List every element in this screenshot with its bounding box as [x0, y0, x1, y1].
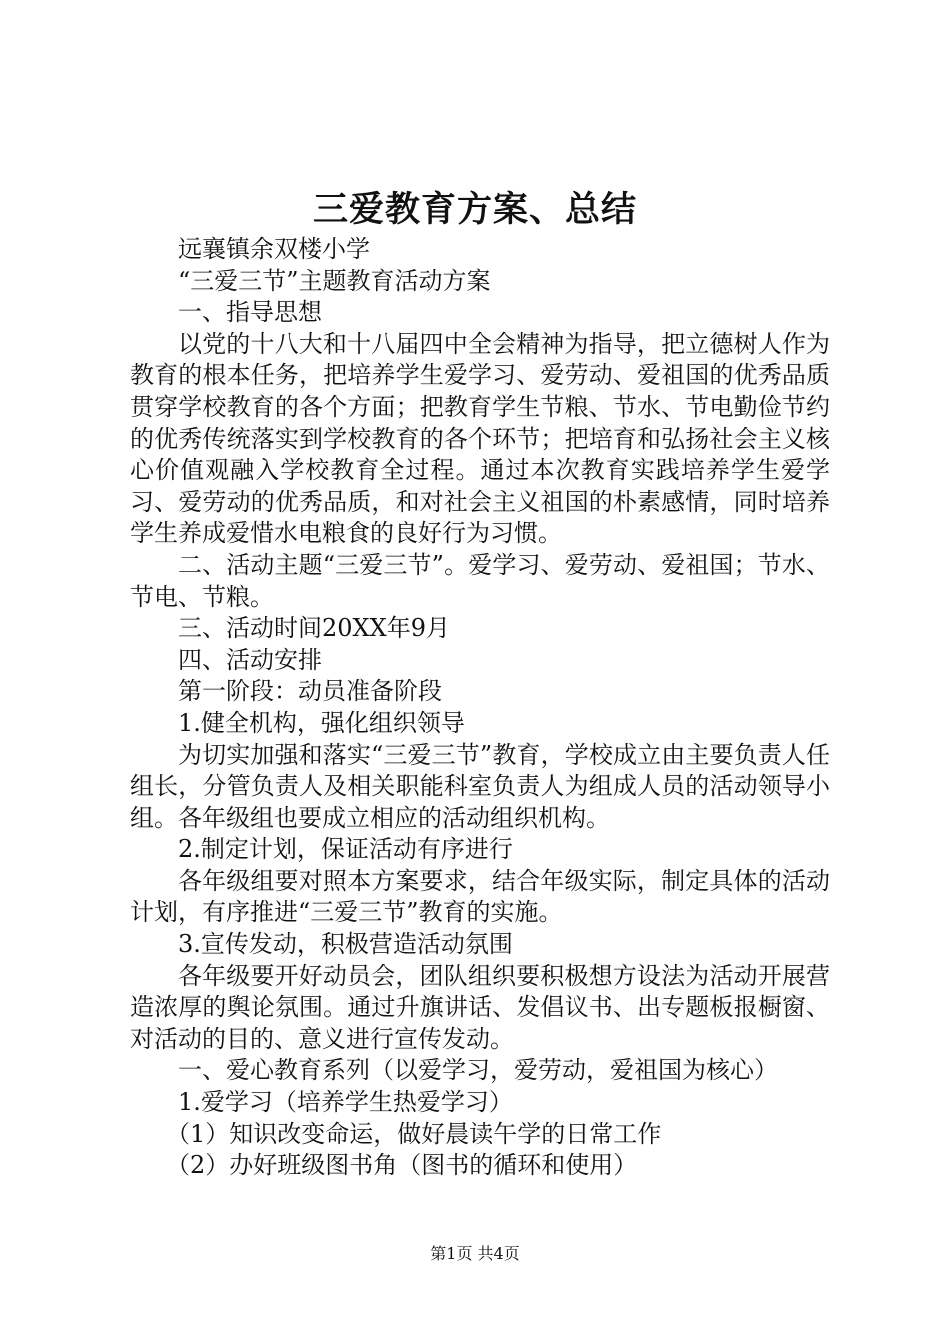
body-paragraph: 为切实加强和落实“三爱三节”教育，学校成立由主要负责人任组长，分管负责人及相关职能科室负责人为组成人员的活动领导小组。各年级组也要成立相应的活动组织机构。: [130, 740, 830, 832]
plan-subtitle: “三爱三节”主题教育活动方案: [178, 266, 491, 295]
section-heading-1: 一、指导思想: [178, 298, 322, 327]
stage-heading: 第一阶段：动员准备阶段: [178, 677, 442, 706]
body-paragraph: 以党的十八大和十八届四中全会精神为指导，把立德树人作为教育的根本任务，把培养学生爱学习、爱劳动、爱祖国的优秀品质贯穿学校教育的各个方面；把教育学生节粮、节水、节电勤俭节约的优秀传统落实到学校教育的各个环节；把培育和弘扬社会主义核心价值观融入学校教育全过程。通过本次教育实践培养学生爱学习、爱劳动的优秀品质，和对社会主义祖国的朴素感情，同时培养学生养成爱惜水电粮食的良好行为习惯。: [130, 329, 830, 548]
item-heading-2: 2.制定计划，保证活动有序进行: [178, 835, 513, 864]
section-heading-2: 二、活动主题“三爱三节”。爱学习、爱劳动、爱祖国；节水、节电、节粮。: [130, 550, 830, 611]
list-item: （2）办好班级图书角（图书的循环和使用）: [166, 1151, 638, 1180]
body-paragraph: 各年级要开好动员会，团队组织要积极想方设法为活动开展营造浓厚的舆论氛围。通过升旗讲话、发倡议书、出专题板报橱窗、对活动的目的、意义进行宣传发动。: [130, 961, 830, 1053]
page-number: 第1页 共4页: [430, 1244, 520, 1263]
series-heading: 一、爱心教育系列（以爱学习，爱劳动，爱祖国为核心）: [178, 1056, 778, 1085]
body-paragraph: 各年级组要对照本方案要求，结合年级实际，制定具体的活动计划，有序推进“三爱三节”教育的实施。: [130, 866, 830, 927]
sub-heading: 1.爱学习（培养学生热爱学习）: [178, 1088, 513, 1117]
document-title: 三爱教育方案、总结: [312, 189, 637, 230]
document-body: [130, 234, 830, 1182]
school-name: 远襄镇余双楼小学: [178, 235, 370, 263]
section-heading-3: 三、活动时间20XX年9月: [178, 614, 450, 643]
list-item: （1）知识改变命运，做好晨读午学的日常工作: [166, 1119, 662, 1148]
item-heading-1: 1.健全机构，强化组织领导: [178, 708, 465, 737]
section-heading-4: 四、活动安排: [178, 645, 322, 674]
item-heading-3: 3.宣传发动，积极营造活动氛围: [178, 930, 513, 959]
